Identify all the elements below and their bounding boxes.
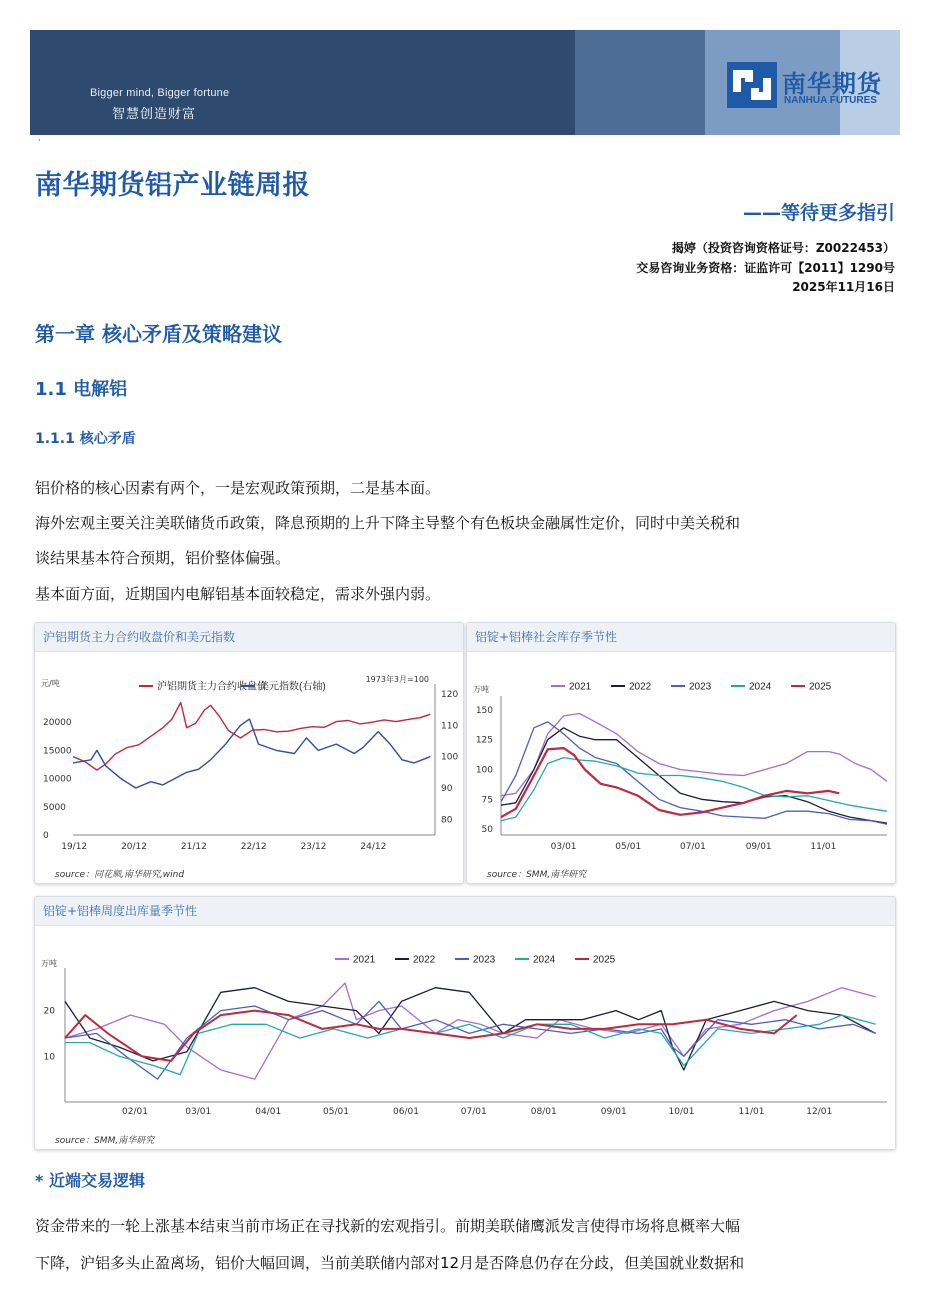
x-tick-label: 19/12 <box>61 842 88 852</box>
paragraph: 海外宏观主要关注美联储货币政策，降息预期的上升下降主导整个有色板块金融属性定价，同时中美关税和 <box>35 514 741 532</box>
chart-source: source：同花顺,南华研究,wind <box>55 870 185 880</box>
series-line <box>501 714 887 796</box>
y-tick-label: 50 <box>481 825 493 836</box>
series-line <box>501 748 839 817</box>
y-axis-label: 元/吨 <box>41 679 60 688</box>
banner-stripe <box>575 30 705 135</box>
y-axis-label: 万吨 <box>473 685 489 694</box>
chart-panel-price-dollar <box>34 622 464 884</box>
y-tick-label: 75 <box>481 795 493 806</box>
page-marker: · <box>38 136 41 146</box>
x-tick-label: 21/12 <box>180 842 207 852</box>
series-line <box>501 722 887 824</box>
y-axis-label: 万吨 <box>41 959 57 968</box>
y-tick-label: 125 <box>475 735 493 746</box>
author-line: 揭婷（投资咨询资格证号：Z0022453） <box>671 241 895 255</box>
logo-english: NANHUA FUTURES <box>784 95 877 106</box>
y2-tick-label: 100 <box>441 752 459 763</box>
chart-panel-outbound <box>34 896 896 1150</box>
x-tick-label: 22/12 <box>240 842 267 852</box>
legend-label: 2022 <box>629 681 652 693</box>
x-tick-label: 07/01 <box>460 1107 487 1117</box>
y-tick-label: 150 <box>475 705 493 716</box>
y-tick-label: 100 <box>475 765 493 776</box>
x-tick-label: 09/01 <box>600 1107 627 1117</box>
y-tick-label: 10 <box>43 1052 55 1063</box>
series-line <box>73 703 430 771</box>
y-tick-label: 20 <box>43 1006 55 1017</box>
legend-label: 2025 <box>593 954 616 966</box>
paragraph: 基本面方面，近期国内电解铝基本面较稳定，需求外强内弱。 <box>35 585 441 603</box>
chart-title: 铝锭+铝棒社会库存季节性 <box>467 623 895 652</box>
series-line <box>73 719 430 788</box>
legend-label: 2022 <box>413 954 436 966</box>
section-heading: 1.1 电解铝 <box>35 379 128 400</box>
header-banner <box>30 30 900 135</box>
x-tick-label: 08/01 <box>530 1107 557 1117</box>
slogan-chinese: 智慧创造财富 <box>112 107 197 122</box>
y-tick-label: 0 <box>43 831 49 841</box>
subsection-heading: 1.1.1 核心矛盾 <box>35 431 136 447</box>
series-line <box>65 988 876 1070</box>
report-subtitle: ——等待更多指引 <box>742 202 895 224</box>
paragraph: 铝价格的核心因素有两个，一是宏观政策预期，二是基本面。 <box>35 479 441 497</box>
paragraph: 谈结果基本符合预期，铝价整体偏强。 <box>35 549 291 567</box>
x-tick-label: 23/12 <box>300 842 327 852</box>
chart-title: 铝锭+铝棒周度出库量季节性 <box>35 897 895 926</box>
legend-label: 美元指数(右轴) <box>259 681 326 693</box>
legend-label: 2023 <box>473 954 496 966</box>
series-line <box>65 1001 876 1079</box>
y2-tick-label: 120 <box>441 690 459 700</box>
report-title: 南华期货铝产业链周报 <box>35 170 310 201</box>
chart-inventory <box>467 652 895 883</box>
legend-label: 沪铝期货主力合约收盘价 <box>157 681 267 693</box>
legend-label: 2023 <box>689 681 712 693</box>
company-logo-icon <box>727 62 777 108</box>
chart-title: 沪铝期货主力合约收盘价和美元指数 <box>35 623 463 652</box>
y-tick-label: 15000 <box>43 746 72 757</box>
legend-label: 2024 <box>533 954 556 966</box>
chart-source: source：SMM,南华研究 <box>55 1136 155 1146</box>
x-tick-label: 11/01 <box>738 1107 765 1117</box>
y-tick-label: 20000 <box>43 718 72 729</box>
chapter-heading: 第一章 核心矛盾及策略建议 <box>35 322 282 346</box>
legend-label: 2025 <box>809 681 832 693</box>
x-tick-label: 10/01 <box>668 1107 695 1117</box>
legend-label: 2021 <box>353 954 376 966</box>
y2-tick-label: 80 <box>441 815 453 826</box>
x-tick-label: 04/01 <box>255 1107 282 1117</box>
x-tick-label: 11/01 <box>810 842 837 852</box>
x-tick-label: 05/01 <box>323 1107 349 1117</box>
y-tick-label: 5000 <box>43 802 66 813</box>
chart-panel-inventory <box>466 622 896 884</box>
logic-heading: * 近端交易逻辑 <box>35 1171 145 1190</box>
chart-outbound <box>35 926 895 1149</box>
y2-tick-label: 110 <box>441 721 459 732</box>
paragraph: 下降，沪铝多头止盈离场，铝价大幅回调，当前美联储内部对12月是否降息仍存在分歧，但美国就业数据和 <box>35 1254 745 1272</box>
logo-name: 南华期货 <box>782 70 882 98</box>
x-tick-label: 02/01 <box>122 1107 148 1117</box>
x-tick-label: 05/01 <box>615 842 642 852</box>
legend-label: 2024 <box>749 681 772 693</box>
paragraph: 资金带来的一轮上涨基本结束当前市场正在寻找新的宏观指引。前期美联储鹰派发言使得市场将息概率大幅 <box>35 1217 741 1235</box>
x-tick-label: 20/12 <box>121 842 148 852</box>
x-tick-label: 09/01 <box>745 842 772 852</box>
y-tick-label: 10000 <box>43 774 72 785</box>
x-tick-label: 03/01 <box>550 842 577 852</box>
y2-tick-label: 90 <box>441 784 453 794</box>
slogan-english: Bigger mind, Bigger fortune <box>90 87 230 99</box>
x-tick-label: 12/01 <box>806 1107 833 1117</box>
legend-label: 2021 <box>569 681 592 693</box>
x-tick-label: 24/12 <box>360 842 387 852</box>
x-tick-label: 03/01 <box>185 1107 212 1117</box>
license-line: 交易咨询业务资格：证监许可【2011】1290号 <box>636 261 895 275</box>
series-line <box>501 728 887 823</box>
x-tick-label: 06/01 <box>393 1107 419 1117</box>
report-date: 2025年11月16日 <box>792 280 895 294</box>
y2-axis-label: 1973年3月=100 <box>365 675 429 684</box>
x-tick-label: 07/01 <box>679 842 706 852</box>
chart-price-dollar <box>35 652 463 883</box>
chart-source: source：SMM,南华研究 <box>487 870 587 880</box>
